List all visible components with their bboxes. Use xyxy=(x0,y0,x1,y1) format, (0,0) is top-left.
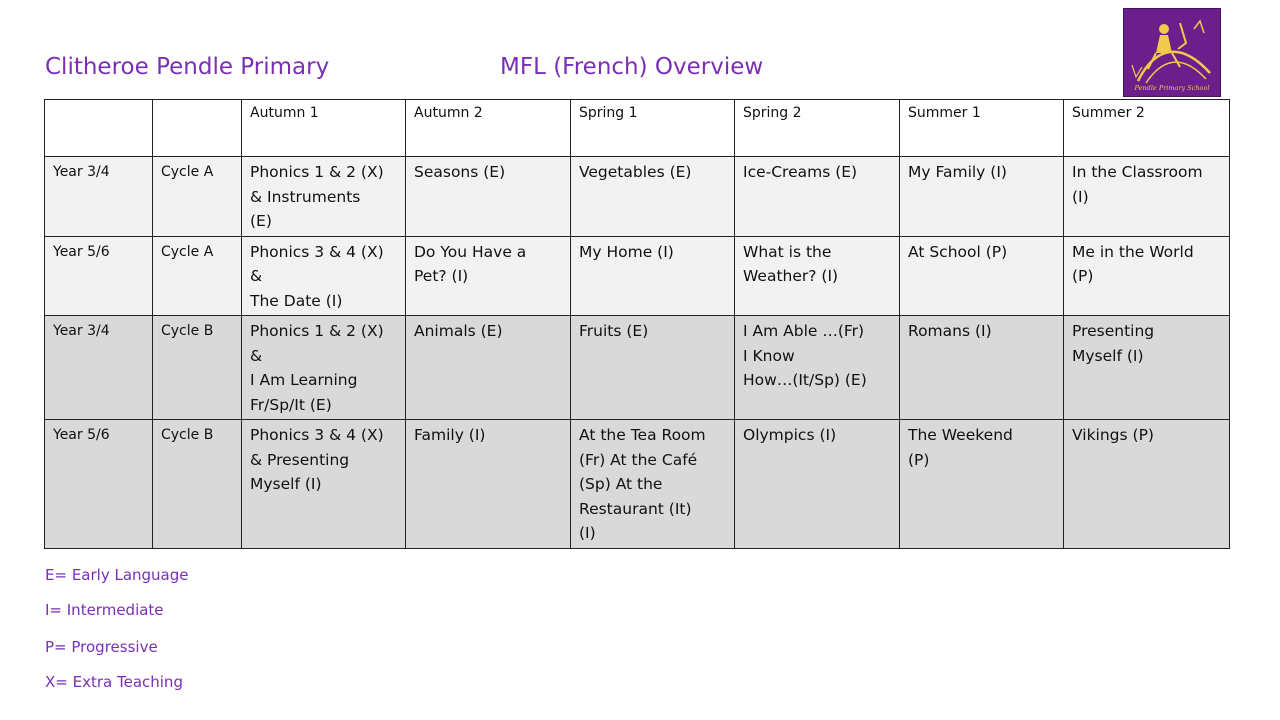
topic-line: Weather? (I) xyxy=(743,267,839,285)
topic-cell xyxy=(242,420,406,549)
column-header xyxy=(153,100,242,157)
column-header: Summer 1 xyxy=(900,100,1064,157)
topic-cell xyxy=(571,236,735,316)
topic-line: Fr/Sp/It (E) xyxy=(250,395,332,414)
topic-line: Do You Have a xyxy=(414,242,527,261)
year-group-cell: Year 5/6 xyxy=(45,236,153,316)
topic-cell xyxy=(242,316,406,420)
topic-cell xyxy=(735,316,900,420)
topic-line: & xyxy=(250,346,263,365)
topic-cell xyxy=(900,157,1064,237)
key-item: E= Early Language xyxy=(45,566,189,584)
topic-line: (P) xyxy=(908,450,930,469)
topic-line: (Fr) At the Café xyxy=(579,450,698,469)
topic-line: (I) xyxy=(1072,187,1089,206)
logo-text: Pendle Primary School xyxy=(1134,84,1210,92)
topic-cell xyxy=(1064,157,1230,237)
topic-line: I Am Learning xyxy=(250,371,358,389)
topic-line: & xyxy=(250,267,263,285)
topic-cell xyxy=(242,236,406,316)
topic-line: Presenting xyxy=(1072,322,1155,340)
topic-line: At School (P) xyxy=(908,242,1008,261)
school-name: Clitheroe Pendle Primary xyxy=(45,54,330,80)
topic-line: Vegetables (E) xyxy=(579,163,692,181)
year-group-cell: Year 5/6 xyxy=(45,420,153,549)
column-header: Autumn 2 xyxy=(406,100,571,157)
topic-line: Fruits (E) xyxy=(579,322,649,340)
topic-cell xyxy=(900,236,1064,316)
topic-line: Olympics (I) xyxy=(743,426,837,444)
topic-cell xyxy=(406,316,571,420)
cycle-cell: Cycle A xyxy=(153,157,242,237)
table-row xyxy=(45,316,1230,420)
topic-line: How…(It/Sp) (E) xyxy=(743,371,867,389)
topic-cell xyxy=(735,420,900,549)
table-body xyxy=(45,100,1230,549)
topic-line: Phonics 1 & 2 (X) xyxy=(250,163,384,181)
topic-line: I Am Able …(Fr) xyxy=(743,322,865,340)
school-logo xyxy=(1123,8,1221,97)
topic-line: Romans (I) xyxy=(908,322,992,340)
topic-line: My Home (I) xyxy=(579,242,674,261)
topic-line: Restaurant (It) xyxy=(579,499,692,518)
topic-line: Phonics 3 & 4 (X) xyxy=(250,426,384,444)
topic-cell xyxy=(242,157,406,237)
table-header-row xyxy=(45,100,1230,157)
topic-line: At the Tea Room xyxy=(579,426,706,444)
topic-line: I Know xyxy=(743,346,795,365)
topic-line: Phonics 3 & 4 (X) xyxy=(250,242,384,261)
topic-cell xyxy=(406,420,571,549)
topic-line: The Date (I) xyxy=(250,291,343,310)
table-row xyxy=(45,157,1230,237)
year-group-cell: Year 3/4 xyxy=(45,157,153,237)
topic-line: (I) xyxy=(579,524,596,542)
topic-line: & Presenting xyxy=(250,450,350,469)
topic-line: My Family (I) xyxy=(908,163,1007,181)
topic-line: Animals (E) xyxy=(414,322,503,340)
year-group-cell: Year 3/4 xyxy=(45,316,153,420)
table-row xyxy=(45,420,1230,549)
topic-cell xyxy=(900,316,1064,420)
topic-cell xyxy=(1064,236,1230,316)
topic-line: & Instruments xyxy=(250,187,361,206)
topic-line: Phonics 1 & 2 (X) xyxy=(250,322,384,340)
topic-line: In the Classroom xyxy=(1072,163,1203,181)
topic-cell xyxy=(571,316,735,420)
cycle-cell: Cycle A xyxy=(153,236,242,316)
topic-line: Vikings (P) xyxy=(1072,426,1154,444)
topic-line: Myself (I) xyxy=(1072,346,1144,365)
topic-line: Me in the World xyxy=(1072,242,1194,261)
topic-line: Ice-Creams (E) xyxy=(743,163,858,181)
topic-line: (Sp) At the xyxy=(579,475,663,493)
topic-line: Seasons (E) xyxy=(414,163,506,181)
key-item: X= Extra Teaching xyxy=(45,673,183,691)
overview-table xyxy=(44,99,1230,549)
topic-line: Pet? (I) xyxy=(414,267,469,285)
topic-line: The Weekend xyxy=(908,426,1013,444)
column-header: Autumn 1 xyxy=(242,100,406,157)
topic-cell xyxy=(571,420,735,549)
topic-line: Family (I) xyxy=(414,426,486,444)
cycle-cell: Cycle B xyxy=(153,316,242,420)
topic-cell xyxy=(1064,316,1230,420)
topic-cell xyxy=(571,157,735,237)
topic-line: (P) xyxy=(1072,267,1094,285)
topic-cell xyxy=(406,236,571,316)
topic-line: (E) xyxy=(250,212,272,230)
topic-cell xyxy=(900,420,1064,549)
key-item: I= Intermediate xyxy=(45,601,164,619)
column-header: Summer 2 xyxy=(1064,100,1230,157)
column-header: Spring 2 xyxy=(735,100,900,157)
topic-line: What is the xyxy=(743,242,832,261)
topic-cell xyxy=(1064,420,1230,549)
column-header: Spring 1 xyxy=(571,100,735,157)
topic-line: Myself (I) xyxy=(250,475,322,493)
key-item: P= Progressive xyxy=(45,638,158,656)
topic-cell xyxy=(406,157,571,237)
cycle-cell: Cycle B xyxy=(153,420,242,549)
page-title: MFL (French) Overview xyxy=(500,54,764,80)
table-row xyxy=(45,236,1230,316)
topic-cell xyxy=(735,157,900,237)
column-header xyxy=(45,100,153,157)
topic-cell xyxy=(735,236,900,316)
